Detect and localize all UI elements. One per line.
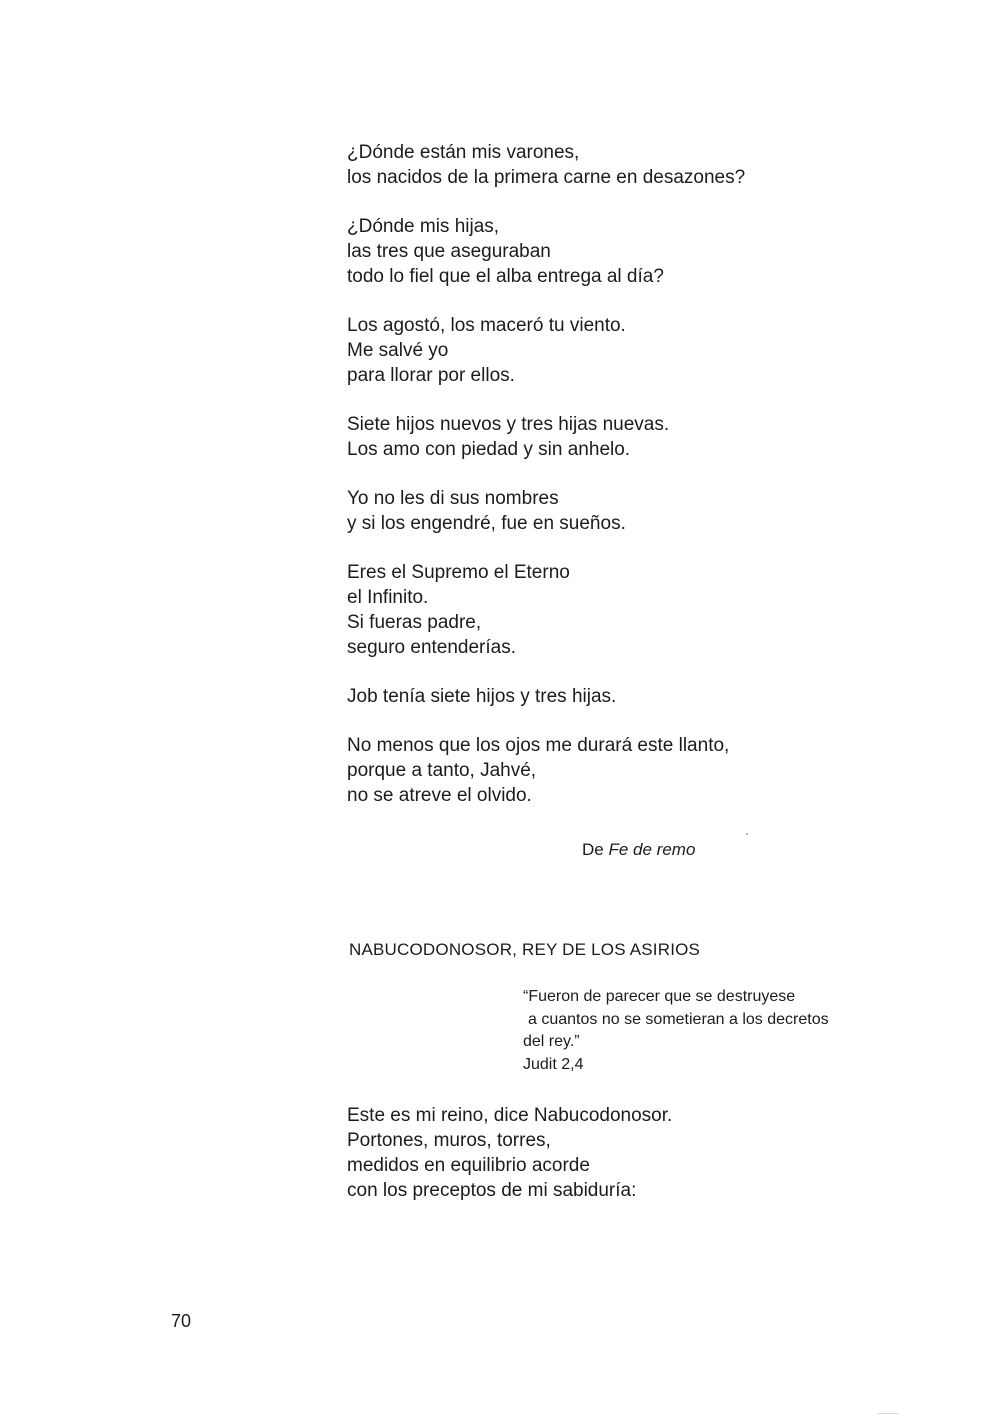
- stanza: [347, 684, 867, 709]
- poem-line: y si los engendré, fue en sueños.: [347, 513, 626, 534]
- epigraph-line: a cuantos no se sometieran a los decretos: [528, 1010, 829, 1028]
- poem-line: No menos que los ojos me durará este llanto,: [347, 735, 730, 756]
- poem-line: Los amo con piedad y sin anhelo.: [347, 439, 631, 460]
- poem-line: no se atreve el olvido.: [347, 785, 532, 806]
- poem-line: Portones, muros, torres,: [347, 1130, 551, 1151]
- stanza: [347, 140, 867, 190]
- page-number: 70: [171, 1311, 192, 1331]
- poem-line: Yo no les di sus nombres: [347, 488, 559, 509]
- poem-line: ¿Dónde mis hijas,: [347, 216, 500, 237]
- scan-speck: [746, 833, 748, 835]
- poem-line: Eres el Supremo el Eterno: [347, 562, 570, 583]
- attribution: [582, 838, 695, 862]
- stanza: [347, 560, 867, 660]
- scan-edge-mark: [878, 1413, 898, 1414]
- epigraph-line: “Fueron de parecer que se destruyese: [523, 988, 796, 1005]
- poem-line: con los preceptos de mi sabiduría:: [347, 1180, 637, 1201]
- poem-line: Este es mi reino, dice Nabucodonosor.: [347, 1105, 673, 1126]
- poem-line: los nacidos de la primera carne en desazones?: [347, 167, 746, 188]
- poem-line: ¿Dónde están mis varones,: [347, 142, 580, 163]
- attribution-prefix: De: [582, 840, 604, 859]
- epigraph: [523, 986, 903, 1076]
- stanza: [347, 486, 867, 536]
- poem-line: Siete hijos nuevos y tres hijas nuevas.: [347, 414, 670, 435]
- poem-job: [347, 140, 867, 832]
- poem-line: Si fueras padre,: [347, 612, 482, 633]
- epigraph-citation: Judit 2,4: [523, 1055, 584, 1073]
- stanza: [347, 412, 867, 462]
- attribution-book-title: Fe de remo: [608, 840, 696, 859]
- poem-line: Job tenía siete hijos y tres hijas.: [347, 686, 617, 707]
- poem-line: las tres que aseguraban: [347, 241, 551, 262]
- poem-line: todo lo fiel que el alba entrega al día?: [347, 266, 664, 287]
- epigraph-line: del rey.”: [523, 1033, 580, 1050]
- poem-line: porque a tanto, Jahvé,: [347, 760, 537, 781]
- poem-title: NABUCODONOSOR, REY DE LOS ASIRIOS: [349, 940, 701, 959]
- poem-line: para llorar por ellos.: [347, 365, 515, 386]
- poem-line: el Infinito.: [347, 587, 429, 608]
- poem-line: Los agostó, los maceró tu viento.: [347, 315, 626, 336]
- stanza: [347, 733, 867, 808]
- poem-line: medidos en equilibrio acorde: [347, 1155, 590, 1176]
- poem-nabucodonosor: [347, 1103, 867, 1203]
- stanza: [347, 313, 867, 388]
- poem-line: seguro entenderías.: [347, 637, 517, 658]
- poem-line: Me salvé yo: [347, 340, 449, 361]
- stanza: [347, 214, 867, 289]
